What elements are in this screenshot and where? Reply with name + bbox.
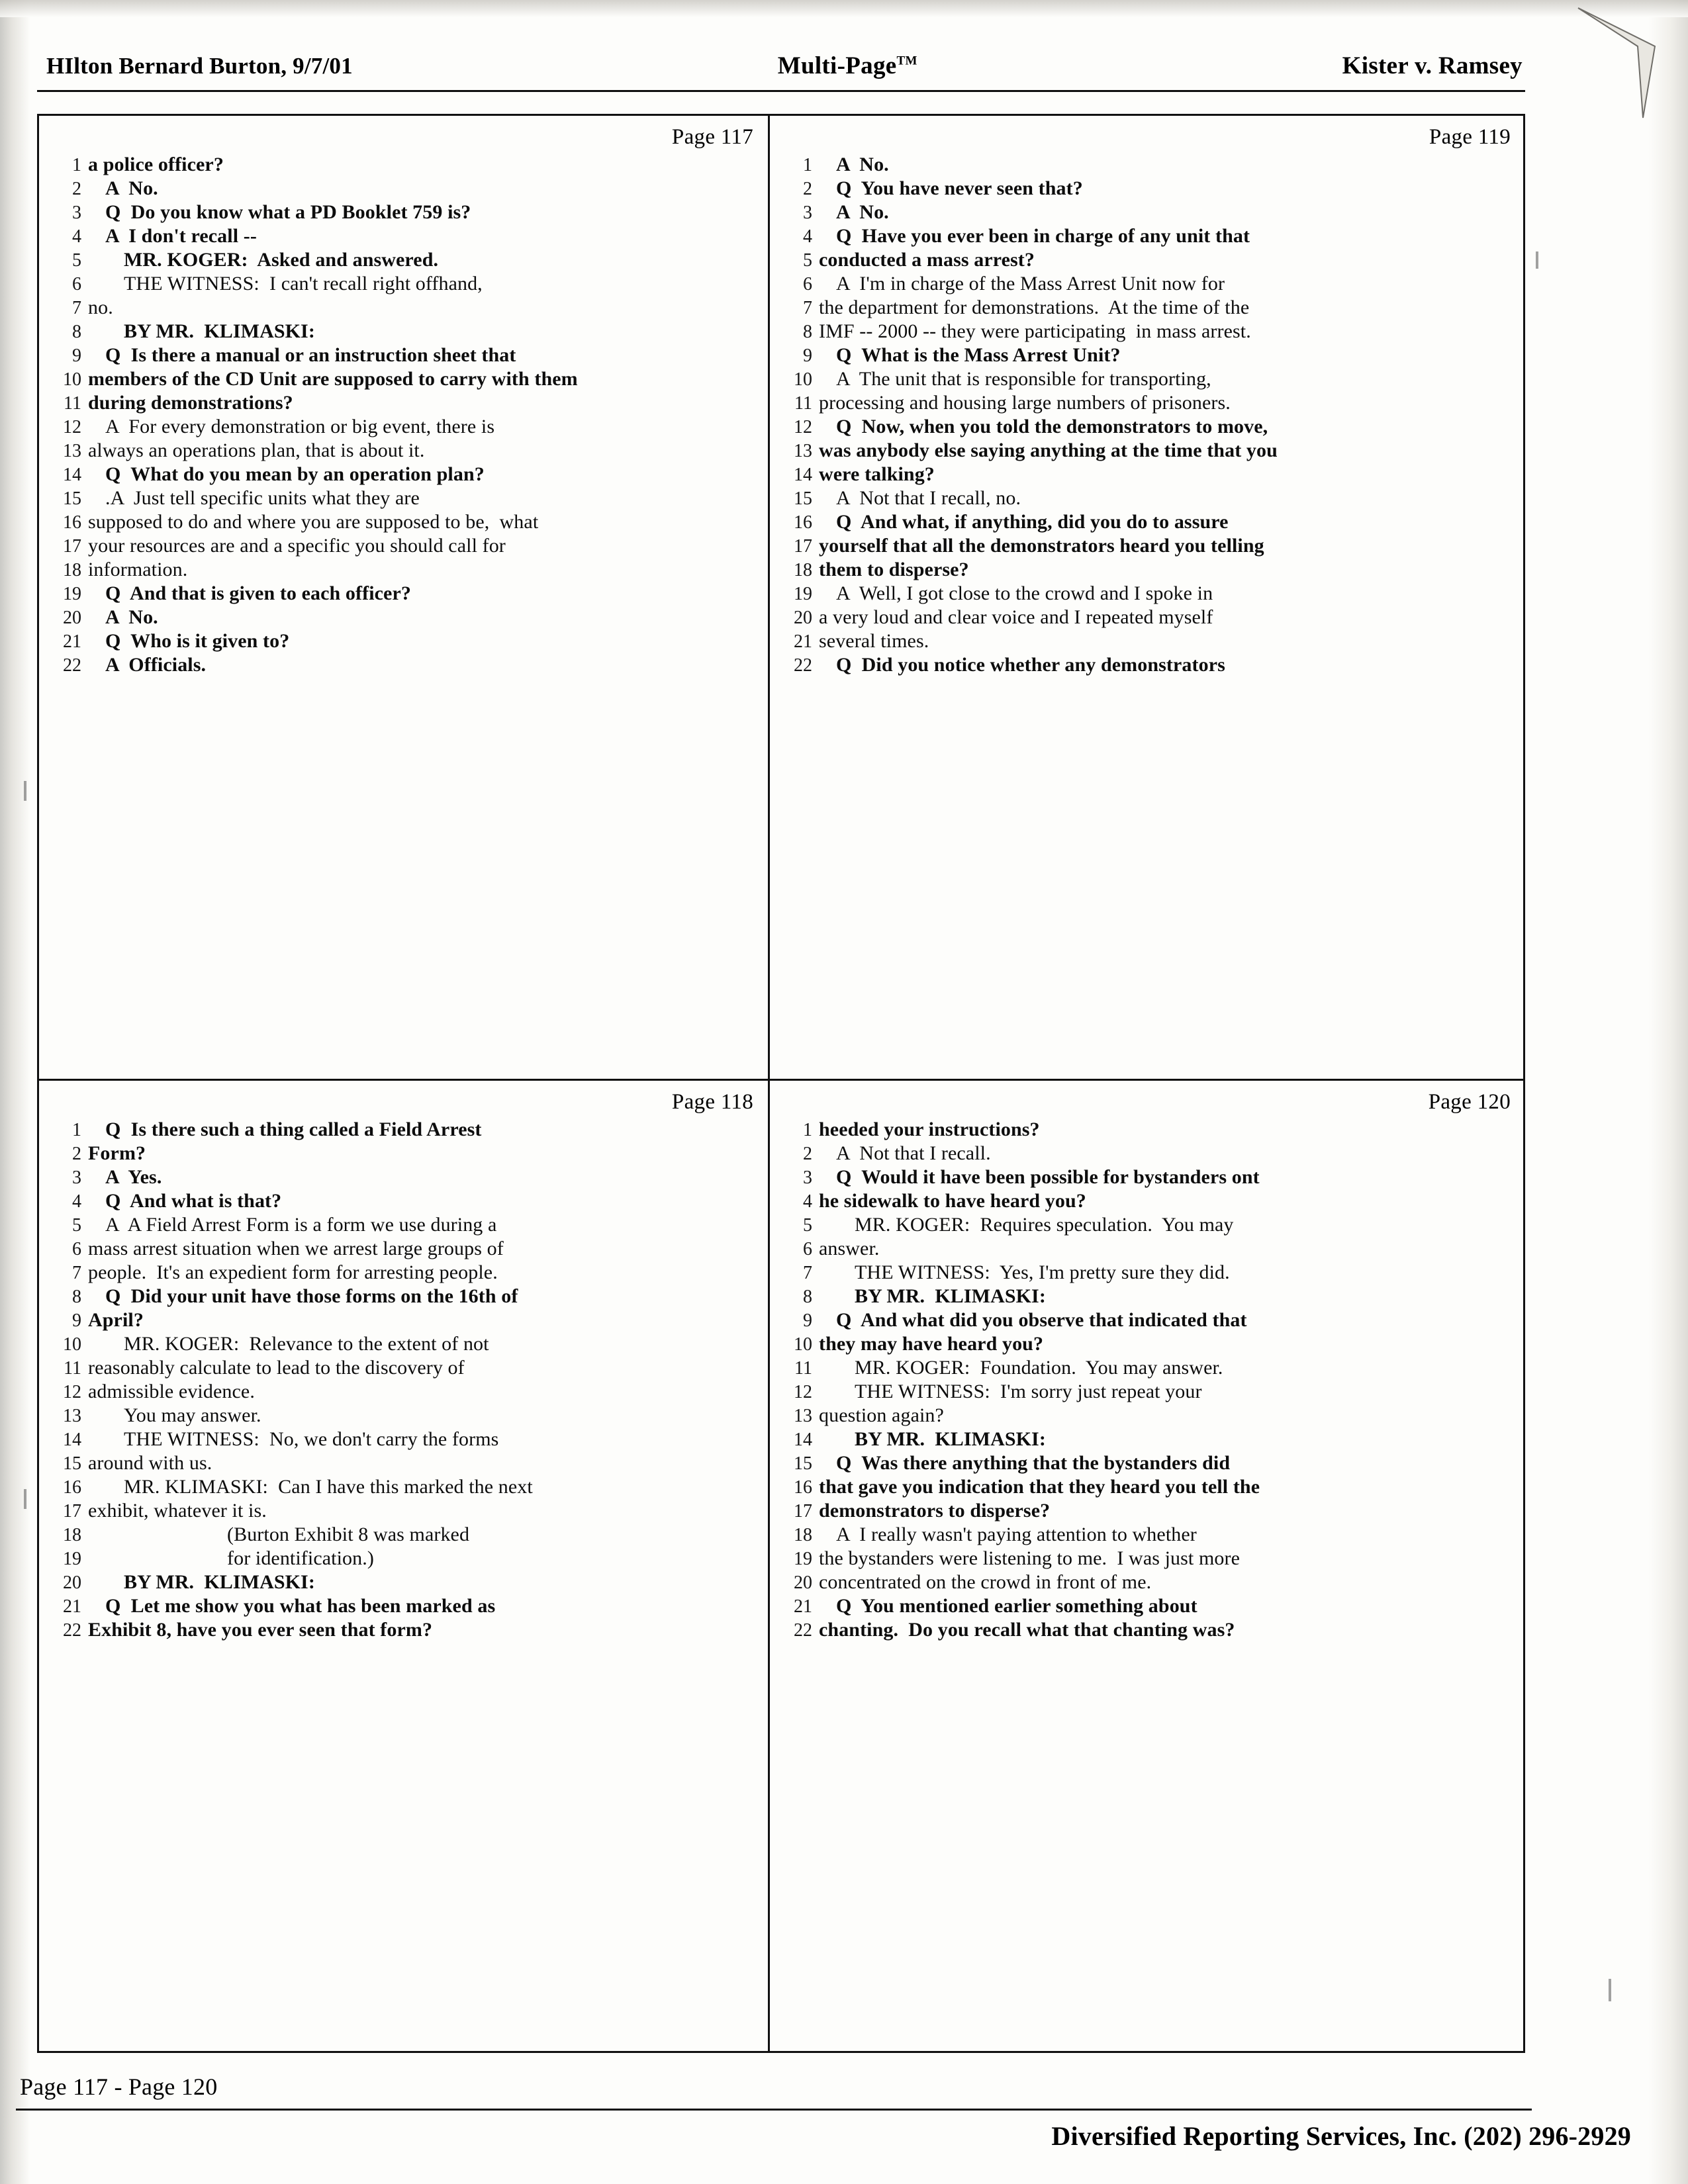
line-text: the bystanders were listening to me. I was just more bbox=[819, 1547, 1240, 1569]
transcript-page-118 bbox=[39, 1081, 770, 2052]
transcript-line bbox=[782, 226, 1515, 246]
page-label: Page 118 bbox=[671, 1090, 753, 1114]
line-text: several times. bbox=[819, 630, 929, 652]
line-number: 10 bbox=[63, 369, 81, 390]
line-number: 12 bbox=[794, 417, 812, 437]
line-text: during demonstrations? bbox=[88, 392, 293, 414]
transcript-line bbox=[782, 584, 1515, 604]
line-text: BY MR. KLIMASKI: bbox=[855, 1428, 1046, 1450]
line-text: A No. bbox=[105, 177, 158, 199]
line-number: 19 bbox=[794, 584, 812, 604]
transcript-line bbox=[51, 322, 757, 341]
line-number: 8 bbox=[803, 322, 812, 342]
line-number: 13 bbox=[63, 441, 81, 461]
line-number: 12 bbox=[63, 417, 81, 437]
transcript-line bbox=[51, 441, 757, 461]
line-text: Q And that is given to each officer? bbox=[105, 582, 411, 604]
line-number: 19 bbox=[63, 584, 81, 604]
transcript-line bbox=[782, 512, 1515, 532]
transcript-line bbox=[782, 1501, 1515, 1521]
line-text: April? bbox=[88, 1309, 144, 1331]
line-number: 14 bbox=[63, 1430, 81, 1450]
line-number: 22 bbox=[794, 655, 812, 676]
line-number: 3 bbox=[803, 1167, 812, 1188]
line-number: 21 bbox=[794, 631, 812, 652]
line-text: Q Do you know what a PD Booklet 759 is? bbox=[105, 201, 471, 223]
line-number: 11 bbox=[794, 1358, 812, 1379]
transcript-line bbox=[51, 250, 757, 270]
transcript-grid bbox=[37, 114, 1525, 2053]
scan-artifact-mark bbox=[24, 781, 26, 801]
transcript-line bbox=[782, 369, 1515, 389]
line-text: A A Field Arrest Form is a form we use during a bbox=[105, 1214, 497, 1236]
header-divider bbox=[37, 90, 1525, 92]
line-number: 18 bbox=[63, 560, 81, 580]
line-text: concentrated on the crowd in front of me. bbox=[819, 1571, 1152, 1593]
line-text: always an operations plan, that is about it. bbox=[88, 439, 425, 461]
transcript-line bbox=[782, 608, 1515, 627]
document-header bbox=[46, 52, 1523, 80]
line-text: BY MR. KLIMASKI: bbox=[124, 320, 315, 342]
line-number: 8 bbox=[72, 1287, 81, 1307]
transcript-line bbox=[782, 250, 1515, 270]
transcript-line bbox=[51, 1430, 757, 1449]
line-number: 21 bbox=[63, 1596, 81, 1617]
line-number: 9 bbox=[72, 345, 81, 366]
transcript-line bbox=[51, 179, 757, 199]
line-number: 22 bbox=[63, 655, 81, 676]
line-text: A I really wasn't paying attention to whether bbox=[836, 1524, 1197, 1545]
transcript-line bbox=[51, 1215, 757, 1235]
line-number: 20 bbox=[794, 1572, 812, 1593]
line-text: the department for demonstrations. At the time of the bbox=[819, 296, 1250, 318]
line-number: 5 bbox=[803, 1215, 812, 1236]
transcript-line bbox=[51, 274, 757, 294]
line-number: 17 bbox=[794, 536, 812, 557]
line-text: Q Now, when you told the demonstrators to move, bbox=[836, 416, 1268, 437]
line-text: Q And what, if anything, did you do to assure bbox=[836, 511, 1229, 533]
footer-divider bbox=[16, 2109, 1532, 2111]
transcript-line bbox=[782, 560, 1515, 580]
line-number: 5 bbox=[72, 250, 81, 271]
line-number: 11 bbox=[794, 393, 812, 414]
line-text: that gave you indication that they heard you tell the bbox=[819, 1476, 1260, 1498]
line-text: A The unit that is responsible for transporting, bbox=[836, 368, 1211, 390]
transcript-line bbox=[51, 1191, 757, 1211]
transcript-line bbox=[51, 1501, 757, 1521]
line-number: 4 bbox=[803, 226, 812, 247]
transcript-line bbox=[51, 1382, 757, 1402]
line-text: Q What do you mean by an operation plan? bbox=[105, 463, 485, 485]
transcript-lines bbox=[782, 1120, 1515, 1640]
transcript-line bbox=[782, 488, 1515, 508]
transcript-line bbox=[51, 1358, 757, 1378]
line-text: Q And what did you observe that indicated that bbox=[836, 1309, 1247, 1331]
line-text: THE WITNESS: Yes, I'm pretty sure they did. bbox=[855, 1261, 1230, 1283]
line-number: 8 bbox=[803, 1287, 812, 1307]
line-text: were talking? bbox=[819, 463, 935, 485]
line-text: Q Did your unit have those forms on the 16th of bbox=[105, 1285, 518, 1307]
page-label: Page 119 bbox=[1429, 125, 1511, 149]
line-text: exhibit, whatever it is. bbox=[88, 1500, 267, 1522]
transcript-line bbox=[782, 1453, 1515, 1473]
transcript-line bbox=[782, 155, 1515, 175]
line-number: 21 bbox=[63, 631, 81, 652]
line-number: 20 bbox=[794, 608, 812, 628]
line-number: 2 bbox=[72, 179, 81, 199]
line-text: for identification.) bbox=[227, 1547, 374, 1569]
transcript-line bbox=[51, 631, 757, 651]
line-text: members of the CD Unit are supposed to carry with them bbox=[88, 368, 578, 390]
reporting-agency: Diversified Reporting Services, Inc. (202) 296-2929 bbox=[1051, 2121, 1631, 2151]
line-text: a very loud and clear voice and I repeated myself bbox=[819, 606, 1213, 628]
line-text: a police officer? bbox=[88, 154, 224, 175]
line-text: MR. KOGER: Foundation. You may answer. bbox=[855, 1357, 1223, 1379]
line-text: Q Who is it given to? bbox=[105, 630, 290, 652]
transcript-line bbox=[782, 1549, 1515, 1569]
line-number: 13 bbox=[794, 1406, 812, 1426]
line-number: 2 bbox=[803, 1144, 812, 1164]
line-text: A Officials. bbox=[105, 654, 207, 676]
line-text: information. bbox=[88, 559, 188, 580]
transcript-line bbox=[51, 1525, 757, 1545]
transcript-line bbox=[51, 417, 757, 437]
line-text: reasonably calculate to lead to the discovery of bbox=[88, 1357, 465, 1379]
transcript-line bbox=[51, 1334, 757, 1354]
line-number: 16 bbox=[63, 512, 81, 533]
line-number: 10 bbox=[794, 1334, 812, 1355]
transcript-line bbox=[51, 536, 757, 556]
transcript-line bbox=[51, 584, 757, 604]
transcript-line bbox=[782, 1382, 1515, 1402]
transcript-line bbox=[782, 1120, 1515, 1140]
line-text: Q Would it have been possible for bystanders ont bbox=[836, 1166, 1260, 1188]
line-text: they may have heard you? bbox=[819, 1333, 1044, 1355]
transcript-line bbox=[51, 369, 757, 389]
transcript-line bbox=[782, 536, 1515, 556]
line-number: 6 bbox=[72, 274, 81, 295]
line-number: 5 bbox=[72, 1215, 81, 1236]
line-number: 16 bbox=[794, 512, 812, 533]
line-number: 11 bbox=[64, 393, 81, 414]
transcript-line bbox=[782, 1310, 1515, 1330]
transcript-lines bbox=[51, 1120, 757, 1640]
transcript-line bbox=[51, 1596, 757, 1616]
line-number: 6 bbox=[803, 274, 812, 295]
transcript-line bbox=[51, 345, 757, 365]
line-text: your resources are and a specific you should call for bbox=[88, 535, 506, 557]
line-text: MR. KOGER: Relevance to the extent of not bbox=[124, 1333, 489, 1355]
transcript-line bbox=[51, 655, 757, 675]
transcript-line bbox=[782, 345, 1515, 365]
line-text: BY MR. KLIMASKI: bbox=[855, 1285, 1046, 1307]
line-number: 17 bbox=[63, 536, 81, 557]
line-number: 16 bbox=[794, 1477, 812, 1498]
transcript-line bbox=[51, 226, 757, 246]
line-text: A Yes. bbox=[105, 1166, 162, 1188]
line-text: around with us. bbox=[88, 1452, 212, 1474]
transcript-line bbox=[782, 631, 1515, 651]
transcript-line bbox=[782, 465, 1515, 484]
line-number: 15 bbox=[63, 1453, 81, 1474]
transcript-line bbox=[782, 179, 1515, 199]
line-number: 17 bbox=[794, 1501, 812, 1522]
scan-edge-right bbox=[1648, 0, 1688, 2184]
transcript-line bbox=[782, 655, 1515, 675]
line-text: he sidewalk to have heard you? bbox=[819, 1190, 1086, 1212]
line-text: no. bbox=[88, 296, 113, 318]
line-number: 11 bbox=[64, 1358, 81, 1379]
line-number: 18 bbox=[794, 1525, 812, 1545]
line-number: 4 bbox=[72, 1191, 81, 1212]
transcript-line bbox=[51, 512, 757, 532]
transcript-line bbox=[51, 1310, 757, 1330]
line-text: Q You mentioned earlier something about bbox=[836, 1595, 1197, 1617]
multipage-title bbox=[778, 52, 917, 80]
line-text: heeded your instructions? bbox=[819, 1118, 1040, 1140]
line-text: Q Is there such a thing called a Field Arrest bbox=[105, 1118, 482, 1140]
line-text: A Not that I recall, no. bbox=[836, 487, 1021, 509]
line-number: 7 bbox=[72, 298, 81, 318]
line-number: 3 bbox=[72, 1167, 81, 1188]
transcript-line bbox=[51, 560, 757, 580]
line-number: 7 bbox=[803, 298, 812, 318]
transcript-line bbox=[782, 1572, 1515, 1592]
transcript-line bbox=[782, 1406, 1515, 1426]
line-number: 19 bbox=[63, 1549, 81, 1569]
line-text: Q Was there anything that the bystanders did bbox=[836, 1452, 1231, 1474]
line-text: MR. KOGER: Requires speculation. You may bbox=[855, 1214, 1234, 1236]
line-number: 18 bbox=[63, 1525, 81, 1545]
line-number: 14 bbox=[63, 465, 81, 485]
line-text: A For every demonstration or big event, there is bbox=[105, 416, 495, 437]
line-number: 14 bbox=[794, 1430, 812, 1450]
line-text: admissible evidence. bbox=[88, 1381, 255, 1402]
transcript-lines bbox=[782, 155, 1515, 675]
line-number: 1 bbox=[72, 155, 81, 175]
transcript-line bbox=[51, 1572, 757, 1592]
line-text: processing and housing large numbers of prisoners. bbox=[819, 392, 1231, 414]
scan-artifact-mark bbox=[1536, 251, 1538, 269]
transcript-line bbox=[782, 1191, 1515, 1211]
line-number: 5 bbox=[803, 250, 812, 271]
transcript-line bbox=[51, 1620, 757, 1640]
transcript-line bbox=[51, 1477, 757, 1497]
trademark-mark: TM bbox=[896, 54, 917, 68]
line-number: 20 bbox=[63, 608, 81, 628]
transcript-line bbox=[782, 274, 1515, 294]
transcript-line bbox=[51, 1263, 757, 1283]
transcript-line bbox=[782, 1144, 1515, 1163]
line-number: 7 bbox=[803, 1263, 812, 1283]
line-number: 9 bbox=[72, 1310, 81, 1331]
transcript-line bbox=[782, 393, 1515, 413]
transcript-line bbox=[782, 1525, 1515, 1545]
transcript-line bbox=[782, 1334, 1515, 1354]
line-text: .A Just tell specific units what they are bbox=[105, 487, 420, 509]
line-text: answer. bbox=[819, 1238, 880, 1259]
line-number: 17 bbox=[63, 1501, 81, 1522]
transcript-line bbox=[51, 1167, 757, 1187]
transcript-line bbox=[782, 1215, 1515, 1235]
line-number: 4 bbox=[803, 1191, 812, 1212]
line-number: 9 bbox=[803, 1310, 812, 1331]
line-number: 19 bbox=[794, 1549, 812, 1569]
line-text: mass arrest situation when we arrest large groups of bbox=[88, 1238, 504, 1259]
line-number: 1 bbox=[803, 155, 812, 175]
transcript-line bbox=[782, 1596, 1515, 1616]
transcript-line bbox=[782, 441, 1515, 461]
transcript-line bbox=[51, 1144, 757, 1163]
transcript-line bbox=[51, 1287, 757, 1306]
line-text: THE WITNESS: I'm sorry just repeat your bbox=[855, 1381, 1202, 1402]
transcript-line bbox=[782, 322, 1515, 341]
line-text: chanting. Do you recall what that chanting was? bbox=[819, 1619, 1235, 1641]
page-corner-fold-icon bbox=[1577, 7, 1656, 119]
line-number: 22 bbox=[63, 1620, 81, 1641]
line-text: Q And what is that? bbox=[105, 1190, 282, 1212]
line-number: 18 bbox=[794, 560, 812, 580]
line-text: Q Did you notice whether any demonstrators bbox=[836, 654, 1225, 676]
line-text: A Well, I got close to the crowd and I spoke in bbox=[836, 582, 1213, 604]
line-text: A No. bbox=[105, 606, 158, 628]
line-number: 1 bbox=[72, 1120, 81, 1140]
line-number: 21 bbox=[794, 1596, 812, 1617]
scan-edge-top bbox=[0, 0, 1688, 17]
transcript-line bbox=[51, 298, 757, 318]
transcript-page-117 bbox=[39, 116, 770, 1081]
line-text: conducted a mass arrest? bbox=[819, 249, 1035, 271]
line-text: question again? bbox=[819, 1404, 944, 1426]
line-number: 10 bbox=[63, 1334, 81, 1355]
transcript-line bbox=[782, 1287, 1515, 1306]
line-number: 13 bbox=[794, 441, 812, 461]
line-number: 7 bbox=[72, 1263, 81, 1283]
line-number: 20 bbox=[63, 1572, 81, 1593]
transcript-line bbox=[51, 393, 757, 413]
scan-artifact-mark bbox=[1609, 1979, 1611, 2001]
line-text: Exhibit 8, have you ever seen that form? bbox=[88, 1619, 433, 1641]
transcript-lines bbox=[51, 155, 757, 675]
line-text: Form? bbox=[88, 1142, 146, 1164]
transcript-line bbox=[782, 1167, 1515, 1187]
line-text: THE WITNESS: I can't recall right offhand, bbox=[124, 273, 483, 295]
line-number: 6 bbox=[72, 1239, 81, 1259]
line-text: THE WITNESS: No, we don't carry the forms bbox=[124, 1428, 499, 1450]
transcript-line bbox=[51, 1120, 757, 1140]
transcript-line bbox=[51, 608, 757, 627]
deponent-name: HIlton Bernard Burton, 9/7/01 bbox=[46, 53, 353, 79]
page-label: Page 120 bbox=[1428, 1090, 1511, 1114]
line-text: BY MR. KLIMASKI: bbox=[124, 1571, 315, 1593]
line-number: 2 bbox=[803, 179, 812, 199]
line-text: Q Let me show you what has been marked as bbox=[105, 1595, 496, 1617]
transcript-page-120 bbox=[770, 1081, 1525, 2052]
page-label: Page 117 bbox=[671, 125, 753, 149]
transcript-line bbox=[51, 1453, 757, 1473]
line-number: 15 bbox=[794, 488, 812, 509]
line-text: them to disperse? bbox=[819, 559, 969, 580]
line-text: Q Is there a manual or an instruction sheet that bbox=[105, 344, 516, 366]
transcript-line bbox=[782, 417, 1515, 437]
line-number: 16 bbox=[63, 1477, 81, 1498]
line-number: 2 bbox=[72, 1144, 81, 1164]
transcript-line bbox=[782, 1477, 1515, 1497]
transcript-line bbox=[51, 1239, 757, 1259]
line-text: was anybody else saying anything at the time that you bbox=[819, 439, 1278, 461]
line-text: Q What is the Mass Arrest Unit? bbox=[836, 344, 1121, 366]
multipage-title-text: Multi-Page bbox=[777, 52, 897, 79]
line-number: 15 bbox=[63, 488, 81, 509]
line-number: 15 bbox=[794, 1453, 812, 1474]
line-text: Q Have you ever been in charge of any unit that bbox=[836, 225, 1250, 247]
line-number: 22 bbox=[794, 1620, 812, 1641]
line-text: A No. bbox=[836, 154, 889, 175]
line-text: A I don't recall -- bbox=[105, 225, 257, 247]
transcript-line bbox=[782, 1263, 1515, 1283]
line-text: people. It's an expedient form for arresting people. bbox=[88, 1261, 498, 1283]
line-number: 9 bbox=[803, 345, 812, 366]
transcript-line bbox=[51, 155, 757, 175]
transcript-line bbox=[51, 203, 757, 222]
transcript-line bbox=[51, 1406, 757, 1426]
line-text: supposed to do and where you are supposed to be, what bbox=[88, 511, 539, 533]
line-text: A Not that I recall. bbox=[836, 1142, 991, 1164]
line-text: (Burton Exhibit 8 was marked bbox=[227, 1524, 470, 1545]
page-range-label: Page 117 - Page 120 bbox=[20, 2073, 218, 2100]
line-text: You may answer. bbox=[124, 1404, 261, 1426]
line-number: 12 bbox=[794, 1382, 812, 1402]
line-text: MR. KOGER: Asked and answered. bbox=[124, 249, 439, 271]
line-text: demonstrators to disperse? bbox=[819, 1500, 1051, 1522]
line-number: 3 bbox=[72, 203, 81, 223]
transcript-line bbox=[51, 488, 757, 508]
line-number: 3 bbox=[803, 203, 812, 223]
transcript-line bbox=[51, 465, 757, 484]
line-text: yourself that all the demonstrators heard you telling bbox=[819, 535, 1264, 557]
transcript-line bbox=[782, 1620, 1515, 1640]
transcript-line bbox=[51, 1549, 757, 1569]
line-text: IMF -- 2000 -- they were participating in mass arrest. bbox=[819, 320, 1251, 342]
case-caption: Kister v. Ramsey bbox=[1342, 52, 1523, 79]
line-number: 13 bbox=[63, 1406, 81, 1426]
line-number: 1 bbox=[803, 1120, 812, 1140]
scan-artifact-mark bbox=[24, 1489, 26, 1509]
line-number: 6 bbox=[803, 1239, 812, 1259]
transcript-line bbox=[782, 1239, 1515, 1259]
line-number: 12 bbox=[63, 1382, 81, 1402]
line-number: 4 bbox=[72, 226, 81, 247]
line-text: A I'm in charge of the Mass Arrest Unit now for bbox=[836, 273, 1225, 295]
transcript-line bbox=[782, 1430, 1515, 1449]
transcript-line bbox=[782, 203, 1515, 222]
line-text: MR. KLIMASKI: Can I have this marked the next bbox=[124, 1476, 533, 1498]
transcript-line bbox=[782, 1358, 1515, 1378]
transcript-line bbox=[782, 298, 1515, 318]
line-number: 8 bbox=[72, 322, 81, 342]
line-number: 14 bbox=[794, 465, 812, 485]
transcript-page-119 bbox=[770, 116, 1525, 1081]
line-number: 10 bbox=[794, 369, 812, 390]
line-text: Q You have never seen that? bbox=[836, 177, 1083, 199]
scan-edge-left bbox=[0, 0, 30, 2184]
line-text: A No. bbox=[836, 201, 889, 223]
